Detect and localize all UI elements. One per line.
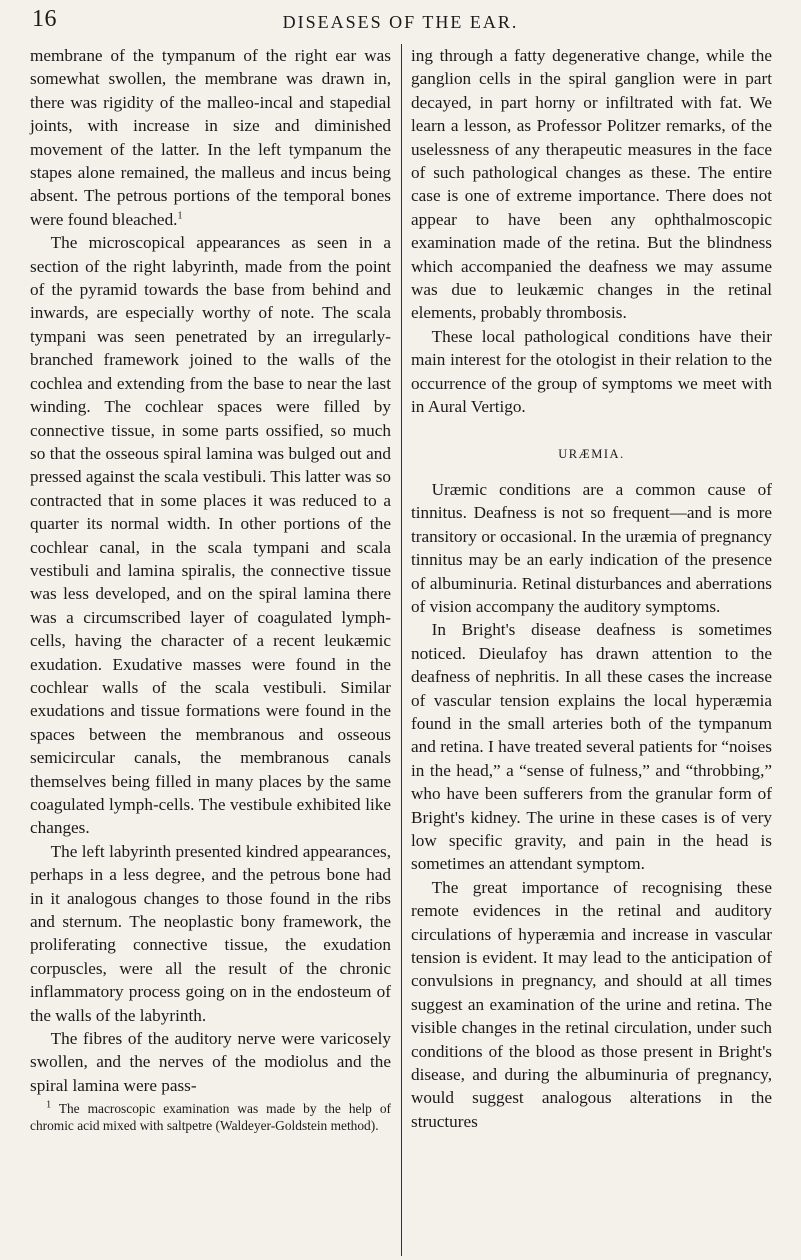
left-column [30,44,391,1134]
paragraph: The microscopical appearances as seen in a section of the right labyrinth, made from the point of the pyramid towards the base from behind and inwards, are especially worthy of note. The scala tympani was seen penetrated by an irregularly-branched framework joined to the walls of the cochlea and extending from the base to near the last winding. The cochlear spaces were filled by connective tissue, in some parts ossified, so much so that the osseous spiral lamina was bulged out and pressed against the scala vestibuli. This latter was so contracted that in some places it was reduced to a quarter its normal width. In other portions of the cochlear canal, in the scala tympani and scala vestibuli and lamina spiralis, the connective tissue was less developed, and on the spiral lamina there was a circumscribed layer of coagulated lymph-cells, having the character of a recent leukæmic exudation. Exudative masses were found in the cochlear walls of the scala vestibuli. Similar exudations and tissue formations were found in the spaces between the membranous and osseous semicircular canals, the membranous canals themselves being filled in many places by the same coagulated lymph-cells. The vestibule exhibited like changes. [30,233,392,838]
paragraph: ing through a fatty degenerative change, while the ganglion cells in the spiral ganglion were in part decayed, in part horny or infiltrated with fat. We learn a lesson, as Professor Politzer remarks, of the uselessness of any therapeutic measures in the face of such pathological changes as these. The entire case is one of extreme importance. There does not appear to have been any ophthalmoscopic examination made of the retina. But the blindness which accompanied the deafness we may assume was due to leukæmic changes in the retinal elements, probably thrombosis. [411,46,772,323]
page-number: 16 [32,6,57,32]
column-divider [401,44,402,1256]
footnote-reference: 1 [177,210,183,222]
footnote: $^1$ The macroscopic examination was made by the help of chromic acid mixed with saltpetre (Waldeyer-Goldstein method). [30,1099,391,1133]
page-header [0,6,801,40]
paragraph: Uræmic conditions are a common cause of tinnitus. Deafness is not so frequent—and is more transitory or occasional. In the uræmia of pregnancy tinnitus may be an early indication of the presence of albuminuria. Retinal disturbances and aberrations of vision accompany the auditory symptoms. [411,479,772,616]
running-title: DISEASES OF THE EAR. [282,12,519,32]
paragraph: These local pathological conditions have their main interest for the otologist in their relation to the occurrence of the group of symptoms we meet with in Aural Vertigo. [411,326,772,417]
footnote-marker: 1 [46,1099,52,1111]
right-column [411,44,772,1133]
paragraph: The left labyrinth presented kindred appearances, perhaps in a less degree, and the petrous bone had in it analogous changes to those found in the ribs and sternum. The neoplastic bony framework, the proliferating connective tissue, the exudation corpuscles, were all the result of the chronic inflammatory process going on in the endosteum of the walls of the labyrinth. [30,841,391,1025]
paragraph: In Bright's disease deafness is sometimes noticed. Dieulafoy has drawn attention to the deafness of nephritis. In all these cases the increase of vascular tension explains the local hyperæmia found in the small arteries both of the tympanum and retina. I have treated several patients for “noises in the head,” a “sense of fulness,” and “throbbing,” who have been sufferers from the granular form of Bright's kidney. The urine in these cases is of very low specific gravity, and pain in the head is sometimes an attendant symptom. [411,620,772,874]
paragraph: The great importance of recognising these remote evidences in the retinal and auditory circulations of hyperæmia and increase in vascular tension is evident. It may lead to the anticipation of convulsions in pregnancy, and should at all times suggest an examination of the urine and retina. The visible changes in the retinal circulation, under such conditions of the blood as those present in Bright's disease, and during the albuminuria of pregnancy, would suggest analogous alterations in the structures [411,877,772,1131]
paragraph: membrane of the tympanum of the right ear was somewhat swollen, the membrane was drawn in, there was rigidity of the malleo-incal and stapedial joints, with increase in size and diminished movement of the latter. In the left tympanum the stapes alone remained, the malleus and incus being absent. The petrous portions of the temporal bones were found bleached.$^1$ [30,46,391,229]
paragraph: The fibres of the auditory nerve were varicosely swollen, and the nerves of the modiolus and the spiral lamina were pass- [30,1029,391,1095]
section-heading: URÆMIA. [558,446,625,461]
